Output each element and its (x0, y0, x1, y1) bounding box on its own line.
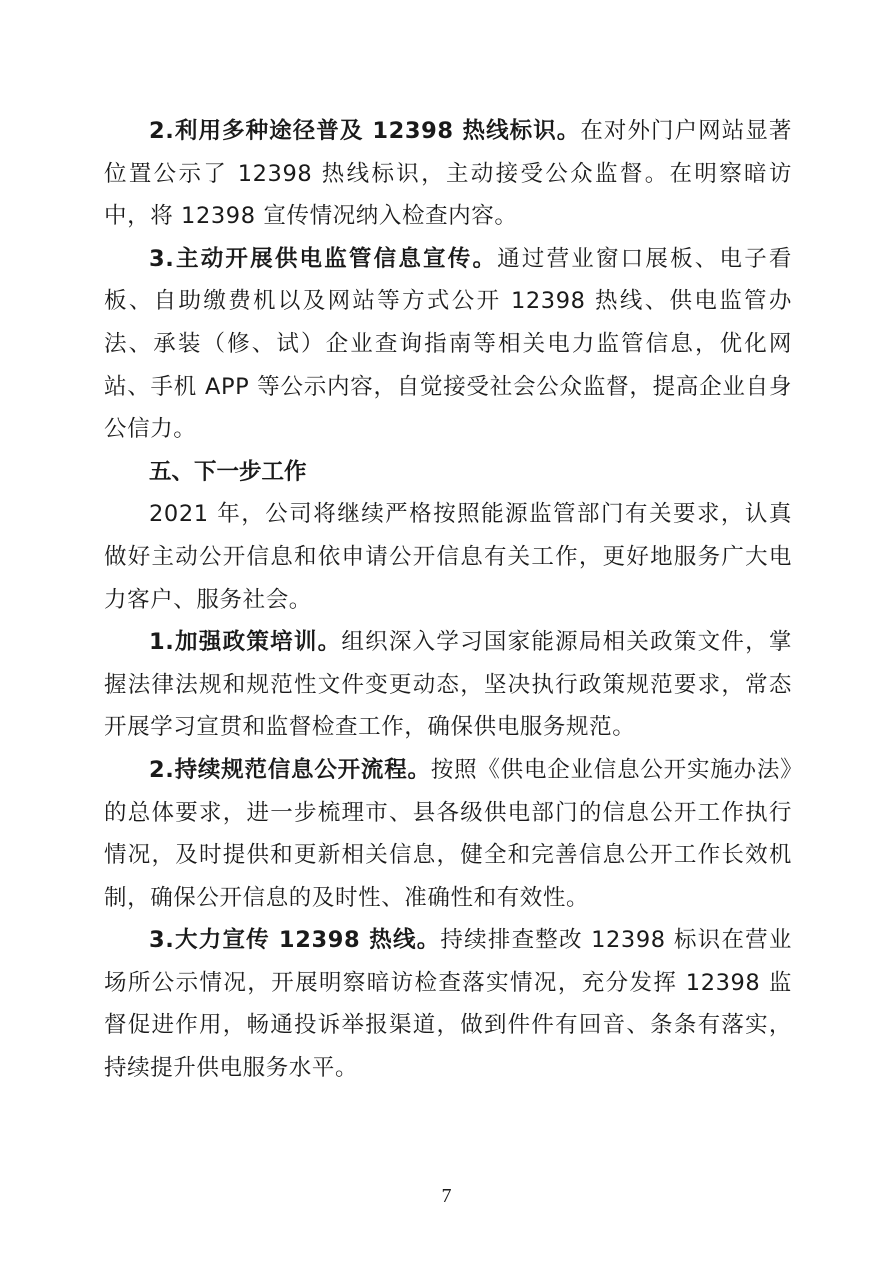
intro-paragraph: 2021 年，公司将继续严格按照能源监管部门有关要求，认真做好主动公开信息和依申请公开信息有关工作，更好地服务广大电力客户、服务社会。 (104, 501, 792, 613)
item-lead: 1.加强政策培训。 (149, 629, 342, 656)
paragraph-body: 在对外门户网站显著位置公示了 12398 热线标识，主动接受公众监督。在明察暗访中，将 12398 宣传情况纳入检查内容。 (104, 118, 792, 230)
item-policy-training (104, 621, 792, 749)
paragraph-supervision-publicity (104, 238, 792, 451)
item-body: 持续排查整改 12398 标识在营业场所公示情况，开展明察暗访检查落实情况，充分发挥 12398 监督促进作用，畅通投诉举报渠道，做到件件有回音、条条有落实，持续提升供电服务水平。 (104, 927, 793, 1082)
paragraph-lead: 2.利用多种途径普及 12398 热线标识。 (149, 118, 581, 144)
item-hotline-publicity (104, 919, 792, 1089)
page-number: 7 (441, 1185, 452, 1207)
paragraph-body: 通过营业窗口展板、电子看板、自助缴费机以及网站等方式公开 12398 热线、供电监管办法、承装（修、试）企业查询指南等相关电力监管信息，优化网站、手机 APP 等公示内容，自觉接受社会公众监督，提高企业自身公信力。 (104, 245, 792, 443)
page-content (104, 110, 792, 1090)
section-heading: 五、下一步工作 (149, 458, 307, 485)
item-disclosure-process (104, 749, 792, 919)
paragraph-lead: 3.主动开展供电监管信息宣传。 (149, 245, 498, 272)
paragraph-hotline-promotion (104, 110, 792, 238)
item-body: 组织深入学习国家能源局相关政策文件，掌握法律法规和规范性文件变更动态，坚决执行政策规范要求，常态开展学习宣贯和监督检查工作，确保供电服务规范。 (104, 629, 793, 741)
item-body: 按照《供电企业信息公开实施办法》的总体要求，进一步梳理市、县各级供电部门的信息公开工作执行情况，及时提供和更新相关信息，健全和完善信息公开工作长效机制，确保公开信息的及时性、准确性和有效性。 (104, 756, 792, 911)
item-lead: 2.持续规范信息公开流程。 (149, 756, 431, 783)
item-lead: 3.大力宣传 12398 热线。 (149, 927, 441, 954)
